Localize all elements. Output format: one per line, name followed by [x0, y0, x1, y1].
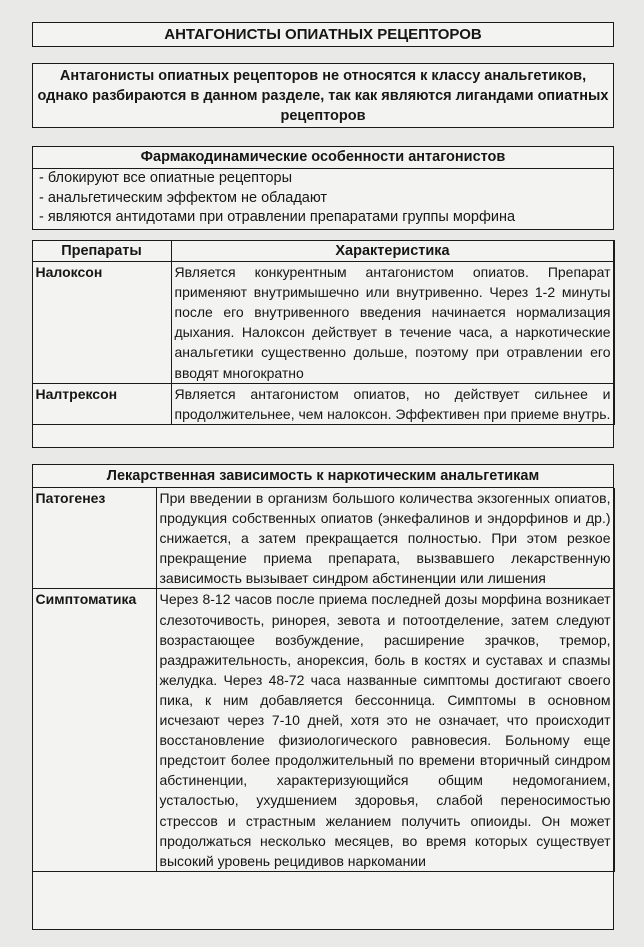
- pharmacodynamics-list: [33, 169, 613, 228]
- list-item: - блокируют все опиатные рецепторы: [39, 170, 293, 186]
- table-row: [32, 383, 614, 424]
- list-item: - анальгетическим эффектом не обладают: [39, 189, 328, 206]
- page-title: АНТАГОНИСТЫ ОПИАТНЫХ РЕЦЕПТОРОВ: [32, 22, 614, 47]
- drug-description: Является антагонистом опиатов, но действует сильнее и продолжительнее, чем налоксон. Эффективен при приеме внутрь.: [171, 383, 614, 424]
- table-row: [32, 261, 614, 383]
- column-header-description: Характеристика: [171, 240, 614, 261]
- list-item: - являются антидотами при отравлении препаратами группы морфина: [39, 209, 516, 225]
- dependence-heading: Лекарственная зависимость к наркотическим анальгетикам: [33, 465, 613, 488]
- drug-description: Является конкурентным антагонистом опиатов. Препарат применяют внутримышечно или внутривенно. Через 1-2 минуты после его внутривенного введения начинается нормализация дыхания. Налоксон действует в течение часа, а наркотические анальгетики существенно дольше, поэтому при отравлении его вводят многократно: [171, 261, 614, 383]
- table-row: [32, 589, 614, 871]
- drug-name: Налтрексон: [32, 383, 171, 424]
- pharmacodynamics-box: [32, 146, 614, 230]
- intro-note: Антагонисты опиатных рецепторов не относятся к классу анальгетиков, однако разбираются в данном разделе, так как являются лигандами опиатных рецепторов: [32, 63, 614, 128]
- pharmacodynamics-heading: Фармакодинамические особенности антагонистов: [33, 147, 613, 169]
- section-text: При введении в организм большого количества экзогенных опиатов, продукция собственных опиатов (энкефалинов и эндорфинов и др.) снижается, а затем прекращается полностью. При этом резкое прекращение приема препарата, вызвавшего лекарственную зависимость вызывает синдром абстиненции или лишения: [156, 488, 614, 589]
- section-text: Через 8-12 часов после приема последней дозы морфина возникает слезоточивость, ринорея, зевота и потоотделение, затем следуют возрастающее возбуждение, расширение зрачков, тремор, раздражительность, анорексия, боль в костях и суставах и спазмы желудка. Через 48-72 часа названные симптомы достигают своего пика, к ним добавляется бессонница. Симптомы в основном исчезают через 7-10 дней, хотя это не означает, что происходит восстановление физиологического равновесия. Больному еще предстоит более продолжительный по времени вторичный синдром абстиненции, характеризующийся общим недомоганием, усталостью, ухудшением здоровья, слабой переносимостью стрессов и страстным желанием получить опиоиды. Он может продолжаться несколько месяцев, во время которых существует высокий уровень рецидивов наркомании: [156, 589, 614, 871]
- drugs-table: [32, 240, 615, 426]
- drug-name: Налоксон: [32, 261, 171, 383]
- table-row: [32, 488, 614, 589]
- section-name: Патогенез: [32, 488, 156, 589]
- dependence-box: [32, 464, 614, 930]
- dependence-table: [32, 488, 615, 872]
- section-name: Симптоматика: [32, 589, 156, 871]
- column-header-drug: Препараты: [32, 240, 171, 261]
- drugs-table-box: [32, 240, 614, 448]
- table-header-row: [32, 240, 614, 261]
